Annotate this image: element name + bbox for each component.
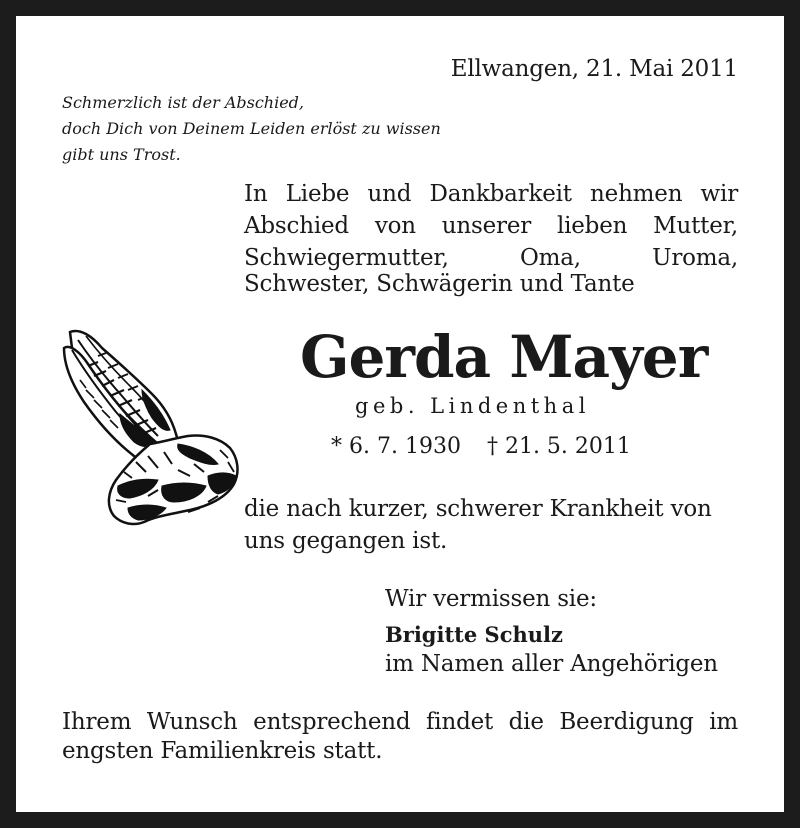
- intro-line: Schwiegermutter, Oma, Uroma,: [244, 245, 738, 271]
- deceased-name: Gerda Mayer: [300, 323, 708, 391]
- motto-line: gibt uns Trost.: [62, 145, 181, 164]
- signer-note: im Namen aller Angehörigen: [385, 651, 718, 677]
- after-line: die nach kurzer, schwerer Krankheit von: [244, 496, 712, 522]
- after-line: uns gegangen ist.: [244, 528, 448, 554]
- place-date: Ellwangen, 21. Mai 2011: [450, 56, 738, 82]
- praying-hands-icon: [58, 326, 246, 532]
- life-dates: [331, 434, 631, 459]
- intro-line: In Liebe und Dankbarkeit nehmen wir: [244, 181, 738, 207]
- sign-intro: Wir vermissen sie:: [385, 586, 597, 612]
- maiden-name: geb. Lindenthal: [355, 394, 590, 418]
- birth-date: * 6. 7. 1930: [331, 434, 461, 459]
- closing-line: Ihrem Wunsch entsprechend findet die Beerdigung im: [62, 709, 738, 735]
- signer-name: Brigitte Schulz: [385, 622, 563, 647]
- motto-line: Schmerzlich ist der Abschied,: [62, 93, 305, 112]
- intro-line: Schwester, Schwägerin und Tante: [244, 271, 635, 297]
- motto-line: doch Dich von Deinem Leiden erlöst zu wissen: [62, 119, 441, 138]
- closing-line: engsten Familienkreis statt.: [62, 738, 383, 764]
- intro-line: Abschied von unserer lieben Mutter,: [244, 213, 738, 239]
- death-date: † 21. 5. 2011: [486, 434, 631, 459]
